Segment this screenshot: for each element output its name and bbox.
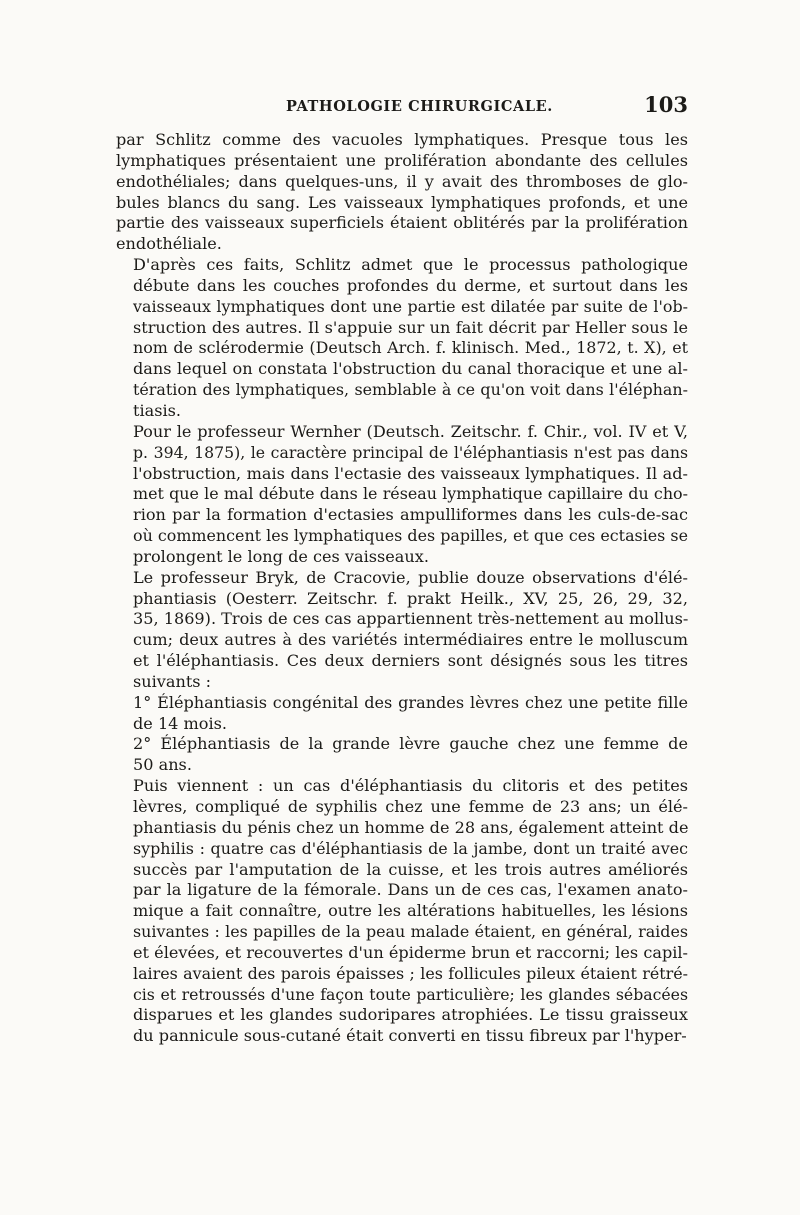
text-line: bules blancs du sang. Les vaisseaux lymphatiques profonds, et une [116,192,688,212]
text-line: cum; deux autres à des variétés intermédiaires entre le molluscum [133,630,688,650]
running-title: PATHOLOGIE CHIRURGICALE. [286,98,553,115]
text-line: 2° Éléphantiasis de la grande lèvre gauche chez une femme de [133,734,688,754]
text-line: Le professeur Bryk, de Cracovie, publie douze observations d'élé- [133,567,688,587]
text-line: Puis viennent : un cas d'éléphantiasis du clitoris et des petites [133,776,688,796]
text-line: rion par la formation d'ectasies ampulliformes dans les culs-de-sac [133,505,688,525]
text-line: disparues et les glandes sudoripares atrophiées. Le tissu graisseux [133,1005,688,1025]
paragraph [116,130,688,255]
text-line: par la ligature de la fémorale. Dans un de ces cas, l'examen anato- [133,880,688,900]
page-number: 103 [644,92,688,117]
text-line: partie des vaisseaux superficiels étaient oblitérés par la prolifération [116,213,688,233]
running-header [116,92,688,126]
text-line: endothéliale. [116,234,222,254]
text-line: phantiasis du pénis chez un homme de 28 ans, également atteint de [133,817,689,837]
paragraph [116,734,688,776]
text-line: struction des autres. Il s'appuie sur un fait décrit par Heller sous le [133,317,688,337]
text-line: mique a fait connaître, outre les altérations habituelles, les lésions [133,901,688,921]
paragraph [116,568,688,693]
body-text [116,130,688,1047]
text-line: prolongent le long de ces vaisseaux. [133,546,429,566]
text-line: et élevées, et recouvertes d'un épiderme brun et raccorni; les capil- [133,942,688,962]
text-line: endothéliales; dans quelques-uns, il y avait des thromboses de glo- [116,171,688,191]
paragraph [116,255,688,422]
text-line: du pannicule sous-cutané était converti en tissu fibreux par l'hyper- [133,1026,687,1046]
text-line: vaisseaux lymphatiques dont une partie est dilatée par suite de l'ob- [133,296,688,316]
text-line: suivantes : les papilles de la peau malade étaient, en général, raides [133,922,688,942]
text-line: lymphatiques présentaient une prolifération abondante des cellules [116,150,688,170]
text-line: par Schlitz comme des vacuoles lymphatiques. Presque tous les [116,130,688,149]
text-line: de 14 mois. [133,713,228,733]
text-line: Pour le professeur Wernher (Deutsch. Zeitschr. f. Chir., vol. IV et V, [133,421,688,441]
text-line: dans lequel on constata l'obstruction du canal thoracique et une al- [133,359,688,379]
text-line: met que le mal débute dans le réseau lymphatique capillaire du cho- [133,484,688,504]
text-line: 35, 1869). Trois de ces cas appartiennent très-nettement au mollus- [133,609,689,629]
text-line: lèvres, compliqué de syphilis chez une femme de 23 ans; un élé- [133,797,688,816]
text-line: laires avaient des parois épaisses ; les follicules pileux étaient rétré- [133,963,688,983]
text-line: 50 ans. [133,755,192,775]
text-line: 1° Éléphantiasis congénital des grandes lèvres chez une petite fille [133,692,688,712]
text-line: p. 394, 1875), le caractère principal de l'éléphantiasis n'est pas dans [133,442,688,462]
text-line: l'obstruction, mais dans l'ectasie des vaisseaux lymphatiques. Il ad- [133,463,688,483]
paragraph [116,693,688,735]
text-line: succès par l'amputation de la cuisse, et les trois autres améliorés [133,859,688,879]
text-line: et l'éléphantiasis. Ces deux derniers sont désignés sous les titres [133,651,688,671]
text-line: cis et retroussés d'une façon toute particulière; les glandes sébacées [133,984,688,1004]
text-line: tération des lymphatiques, semblable à ce qu'on voit dans l'éléphan- [133,380,688,400]
text-line: D'après ces faits, Schlitz admet que le processus pathologique [133,255,688,275]
paragraph [116,776,688,1047]
text-line: phantiasis (Oesterr. Zeitschr. f. prakt Heilk., XV, 25, 26, 29, 32, [133,588,688,608]
text-line: où commencent les lymphatiques des papilles, et que ces ectasies se [133,526,688,546]
text-line: nom de sclérodermie (Deutsch Arch. f. klinisch. Med., 1872, t. X), et [133,338,688,358]
text-line: tiasis. [133,400,181,420]
text-line: suivants : [133,671,212,691]
text-line: débute dans les couches profondes du derme, et surtout dans les [133,275,688,295]
text-line: syphilis : quatre cas d'éléphantiasis de la jambe, dont un traité avec [133,838,688,858]
paragraph [116,422,688,568]
